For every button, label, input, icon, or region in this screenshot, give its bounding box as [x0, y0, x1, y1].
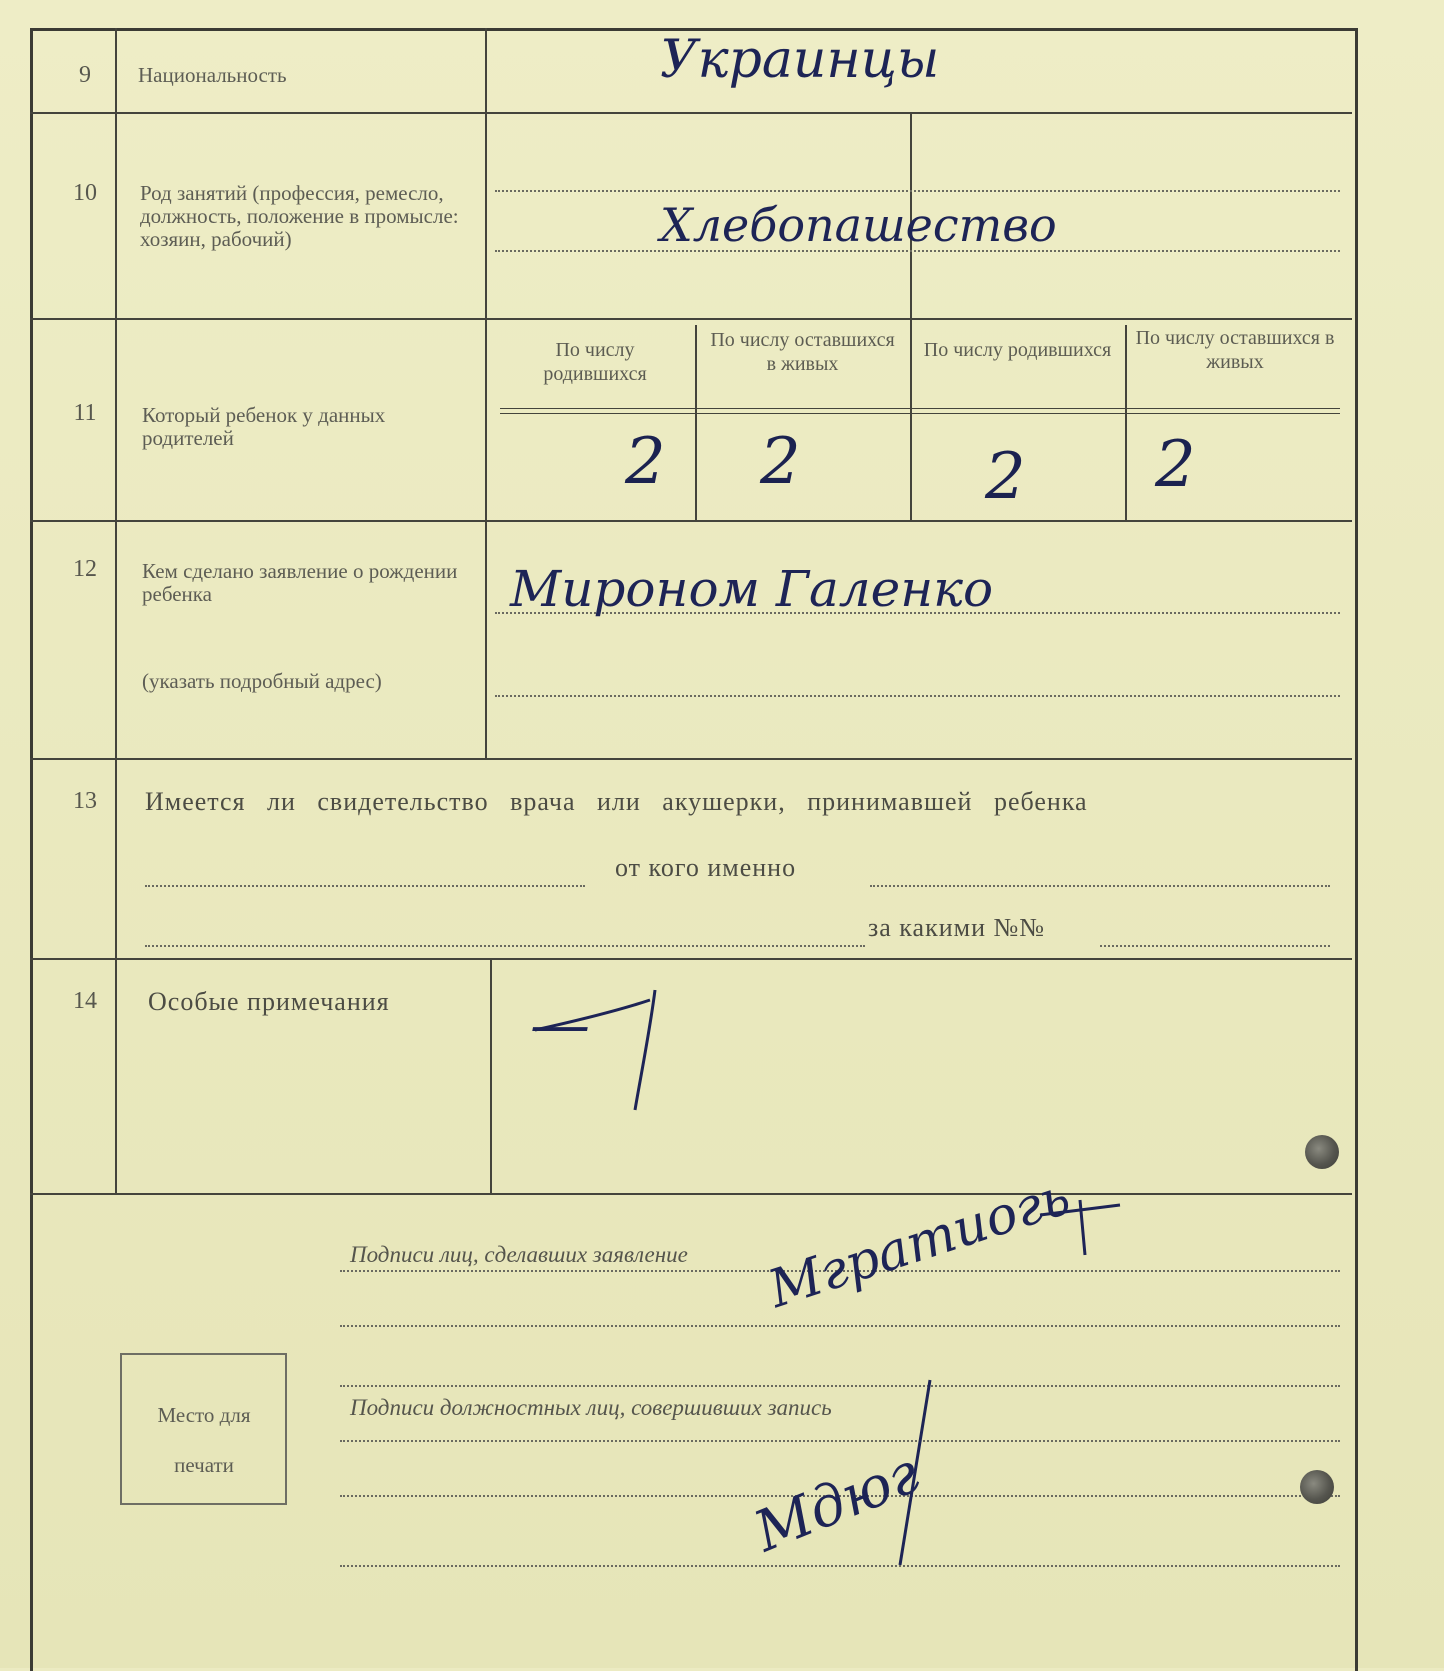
applicants-signature-label: Подписи лиц, сделавших заявление [350, 1242, 688, 1267]
field-label-child-order: Который ребенок у данных родителей [142, 403, 386, 450]
row-number: 12 [73, 556, 97, 582]
count-born-value: 2 [625, 425, 666, 499]
field-label-nationality: Национальность [138, 63, 287, 87]
row-number: 10 [73, 180, 97, 206]
column-header-born: По числу родившихся [543, 339, 647, 385]
field-label-declarant: Кем сделано заявление о рождении ребенка [142, 559, 458, 606]
field-label-notes: Особые примечания [148, 987, 390, 1016]
applicant-signature: Мгратиогь [761, 1166, 1078, 1320]
occupation-value: Хлебопашество [660, 198, 1057, 252]
row-number: 11 [73, 400, 97, 426]
field-label-certificate: Имеется ли свидетельство врача или акушерки, принимавшей ребенка [145, 787, 1088, 816]
column-header-born: По числу родившихся [923, 339, 1112, 361]
declarant-value: Мироном Галенко [510, 560, 994, 618]
row-number: 14 [73, 988, 97, 1014]
notes-value: — [530, 990, 590, 1060]
field-label-numbers: за какими №№ [868, 913, 1046, 942]
column-header-surviving: По числу оставшихся в живых [1135, 327, 1335, 373]
column-header-surviving: По числу оставшихся в живых [710, 329, 895, 375]
count-born-value: 2 [985, 440, 1026, 514]
nationality-value: Украинцы [660, 30, 940, 90]
row-number: 9 [79, 62, 91, 88]
field-label-occupation: Род занятий (профессия, ремесло, должность, положение в промысле: хозяин, рабочий) [140, 181, 459, 251]
official-signature: Мдюг [745, 1440, 929, 1565]
count-surviving-value: 2 [760, 425, 801, 499]
field-label-from-whom: от кого именно [615, 853, 797, 882]
row-number: 13 [73, 788, 97, 814]
stamp-placeholder-label: Место для печати [157, 1403, 251, 1477]
officials-signature-label: Подписи должностных лиц, совершивших запись [350, 1395, 832, 1420]
count-surviving-value: 2 [1155, 428, 1196, 502]
field-label-address: (указать подробный адрес) [142, 669, 382, 693]
